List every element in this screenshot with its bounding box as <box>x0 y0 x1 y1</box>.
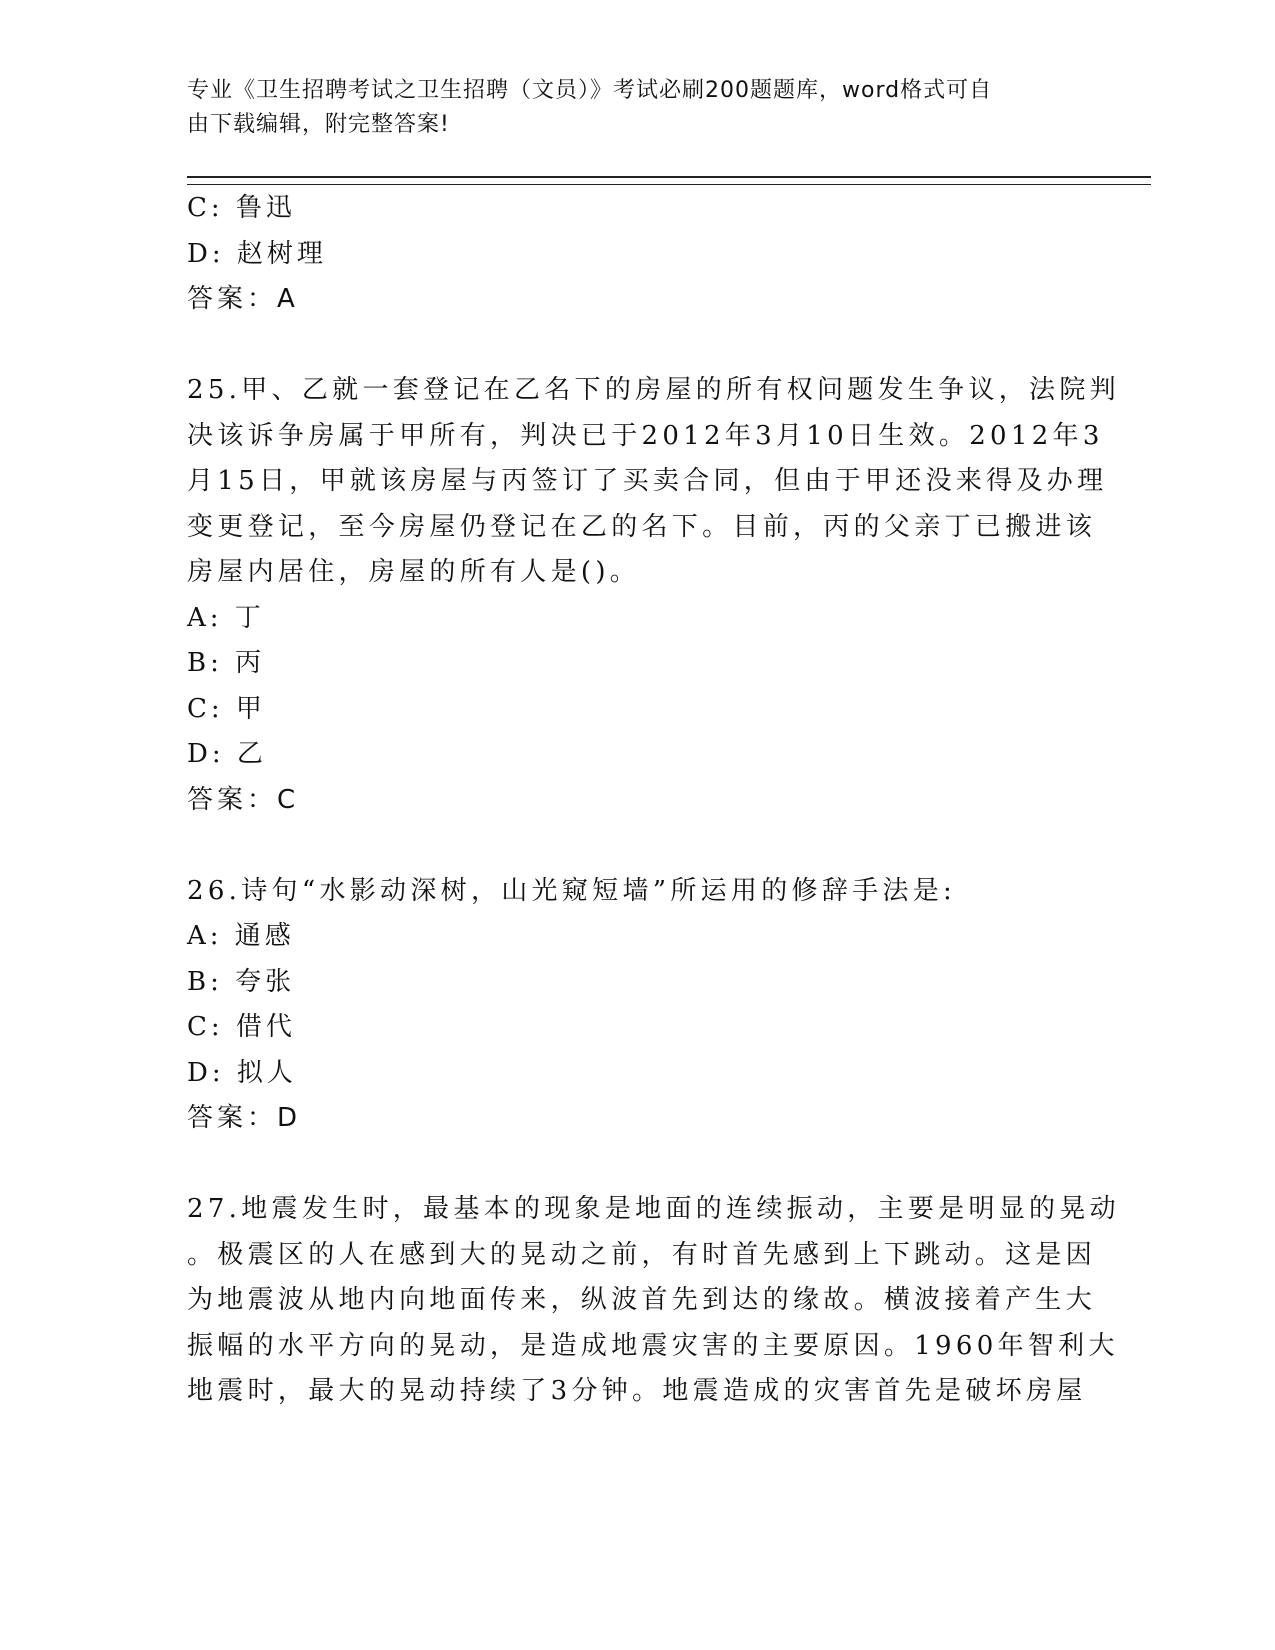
option-d: D: 乙 <box>187 739 267 769</box>
spacer <box>187 823 1077 869</box>
answer: 答案：D <box>187 1103 302 1133</box>
spacer <box>187 1142 1077 1188</box>
question-24-tail <box>187 186 1077 323</box>
stem-line: 地震时，最大的晃动持续了3分钟。地震造成的灾害首先是破坏房屋 <box>187 1376 1087 1406</box>
option-b: B: 丙 <box>187 648 266 678</box>
stem-line: 。极震区的人在感到大的晃动之前，有时首先感到上下跳动。这是因 <box>187 1239 1097 1270</box>
question-25 <box>187 368 1120 823</box>
question-stem <box>187 1187 1120 1415</box>
header-line-1: 专业《卫生招聘考试之卫生招聘（文员）》考试必刷200题题库，word格式可自 <box>187 78 993 103</box>
document-body <box>187 186 1120 1415</box>
option-b: B: 夸张 <box>187 966 296 997</box>
option-a: A: 丁 <box>187 602 265 633</box>
answer: 答案：A <box>187 284 299 314</box>
answer: 答案：C <box>187 784 300 815</box>
question-26 <box>187 869 1077 1142</box>
option-a: A: 通感 <box>187 921 295 951</box>
spacer <box>187 323 1077 369</box>
option-c: C: 借代 <box>187 1012 296 1042</box>
stem-line: 26.诗句“水影动深树，山光窥短墙”所运用的修辞手法是: <box>187 875 957 906</box>
header-line-2: 由下载编辑，附完整答案! <box>187 112 450 137</box>
question-27 <box>187 1187 1120 1415</box>
document-header <box>187 74 1067 142</box>
stem-line: 振幅的水平方向的晃动，是造成地震灾害的主要原因。1960年智利大 <box>187 1330 1119 1361</box>
option-d: D: 拟人 <box>187 1057 297 1088</box>
header-divider <box>187 176 1151 185</box>
option-d: D: 赵树理 <box>187 238 327 269</box>
stem-line: 为地震波从地内向地面传来，纵波首先到达的缘故。横波接着产生大 <box>187 1285 1097 1315</box>
stem-line: 27.地震发生时，最基本的现象是地面的连续振动，主要是明显的晃动 <box>187 1194 1120 1224</box>
stem-line: 25.甲、乙就一套登记在乙名下的房屋的所有权问题发生争议，法院判 <box>187 375 1120 405</box>
option-c: C: 甲 <box>187 693 266 724</box>
stem-line: 房屋内居住，房屋的所有人是()。 <box>187 557 641 587</box>
stem-line: 月15日，甲就该房屋与丙签订了买卖合同，但由于甲还没来得及办理 <box>187 466 1108 496</box>
option-c: C: 鲁迅 <box>187 193 296 223</box>
stem-line: 决该诉争房属于甲所有，判决已于2012年3月10日生效。2012年3 <box>187 420 1104 451</box>
question-stem <box>187 368 1120 596</box>
stem-line: 变更登记，至今房屋仍登记在乙的名下。目前，丙的父亲丁已搬进该 <box>187 511 1097 542</box>
question-stem <box>187 869 1077 915</box>
